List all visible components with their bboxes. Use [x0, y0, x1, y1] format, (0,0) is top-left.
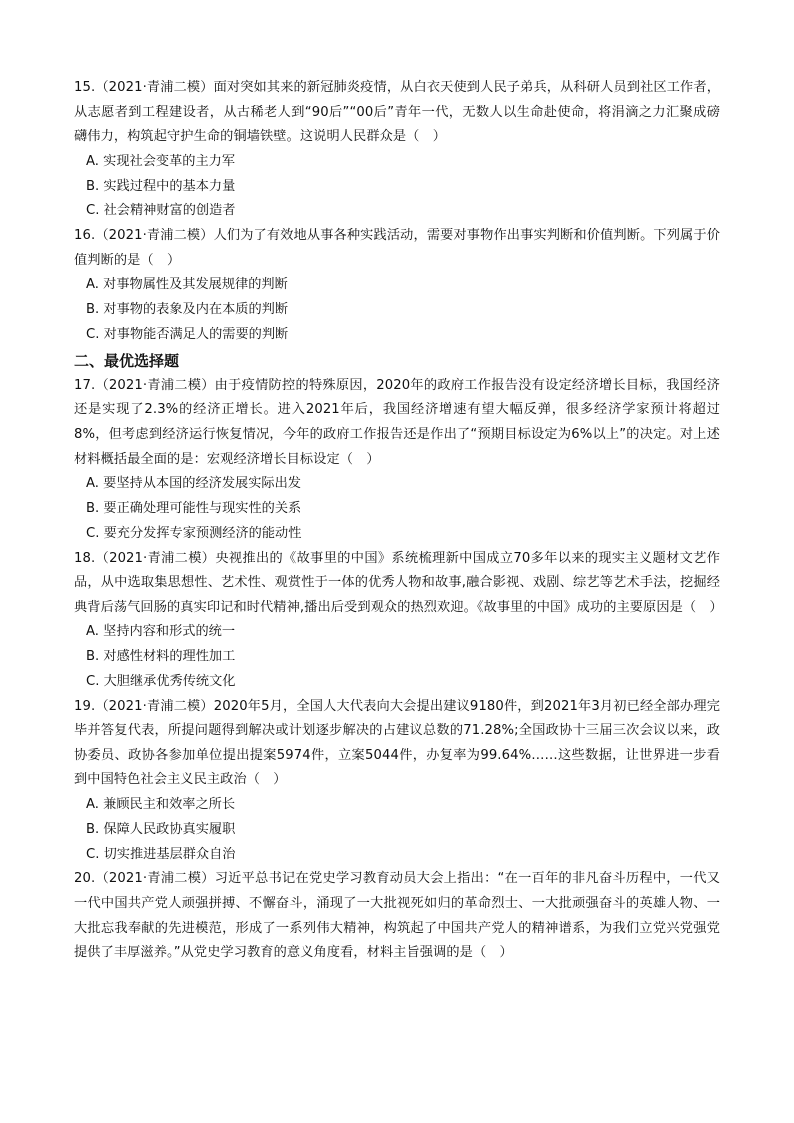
- question-stem: 17.（2021·青浦二模）由于疫情防控的特殊原因，2020年的政府工作报告没有设定经济增长目标，我国经济还是实现了2.3%的经济正增长。进入2021年后，我国经济增速有望大幅反弹，很多经济学家预计将超过8%，但考虑到经济运行恢复情况，今年的政府工作报告还是作出了“预期目标设定为6%以上”的决定。对上述材料概括最全面的是：宏观经济增长目标设定（ ）: [74, 377, 720, 467]
- section-title: 二、最优选择题: [74, 351, 180, 370]
- option-c: C. 要充分发挥专家预测经济的能动性: [86, 525, 302, 541]
- option-list: [74, 472, 720, 546]
- option-b: B. 对事物的表象及内在本质的判断: [86, 302, 289, 318]
- exam-page: [74, 76, 723, 966]
- option-list: [74, 793, 720, 867]
- option-c: C. 对事物能否满足人的需要的判断: [86, 326, 289, 342]
- option-a: A. 要坚持从本国的经济发展实际出发: [86, 476, 301, 492]
- question-15: [74, 76, 720, 224]
- option-c: C. 大胆继承优秀传统文化: [86, 673, 236, 689]
- option-list: [74, 150, 720, 224]
- option-c: C. 切实推进基层群众自治: [86, 846, 236, 862]
- question-stem: 15.（2021·青浦二模）面对突如其来的新冠肺炎疫情，从白衣天使到人民子弟兵，从科研人员到社区工作者，从志愿者到工程建设者，从古稀老人到“90后”“00后”青年一代，无数人以生命赴使命，将涓滴之力汇聚成磅礴伟力，构筑起守护生命的铜墙铁壁。这说明人民群众是（ ）: [74, 80, 720, 145]
- question-18: [74, 547, 723, 695]
- question-16: [74, 224, 720, 348]
- question-17: [74, 374, 720, 547]
- question-19: [74, 695, 720, 868]
- option-b: B. 要正确处理可能性与现实性的关系: [86, 500, 302, 516]
- option-list: [74, 620, 720, 694]
- option-list: [74, 273, 720, 347]
- question-stem: 19.（2021·青浦二模）2020年5月，全国人大代表向大会提出建议9180件，到2021年3月初已经全部办理完毕并答复代表，所提问题得到解决或计划逐步解决的占建议总数的71.28%;全国政协十三届三次会议以来，政协委员、政协各参加单位提出提案5974件，立案5044件，办复率为99.64%……这些数据，让世界进一步看到中国特色社会主义民主政治（ ）: [74, 698, 720, 788]
- option-b: B. 对感性材料的理性加工: [86, 649, 236, 665]
- option-a: A. 对事物属性及其发展规律的判断: [86, 277, 288, 293]
- option-b: B. 保障人民政协真实履职: [86, 821, 236, 837]
- option-a: A. 实现社会变革的主力军: [86, 153, 236, 169]
- question-stem: 18.（2021·青浦二模）央视推出的《故事里的中国》系统梳理新中国成立70多年以来的现实主义题材文艺作品，从中选取集思想性、艺术性、观赏性于一体的优秀人物和故事,融合影视、戏剧、综艺等艺术手法，挖掘经典背后荡气回肠的真实印记和时代精神,播出后受到观众的热烈欢迎。《故事里的中国》成功的主要原因是（ ）: [74, 550, 723, 615]
- option-b: B. 实践过程中的基本力量: [86, 178, 236, 194]
- question-stem: 16.（2021·青浦二模）人们为了有效地从事各种实践活动，需要对事物作出事实判断和价值判断。下列属于价值判断的是（ ）: [74, 228, 720, 268]
- option-c: C. 社会精神财富的创造者: [86, 203, 236, 219]
- option-a: A. 坚持内容和形式的统一: [86, 624, 236, 640]
- question-stem: 20.（2021·青浦二模）习近平总书记在党史学习教育动员大会上指出：“在一百年的非凡奋斗历程中，一代又一代中国共产党人顽强拼搏、不懈奋斗，涌现了一大批视死如归的革命烈士、一大批顽强奋斗的英雄人物、一大批忘我奉献的先进模范，形成了一系列伟大精神，构筑起了中国共产党人的精神谱系，为我们立党兴党强党提供了丰厚滋养。”从党史学习教育的意义角度看，材料主旨强调的是（ ）: [74, 871, 720, 961]
- question-20: [74, 867, 720, 965]
- option-a: A. 兼顾民主和效率之所长: [86, 797, 236, 813]
